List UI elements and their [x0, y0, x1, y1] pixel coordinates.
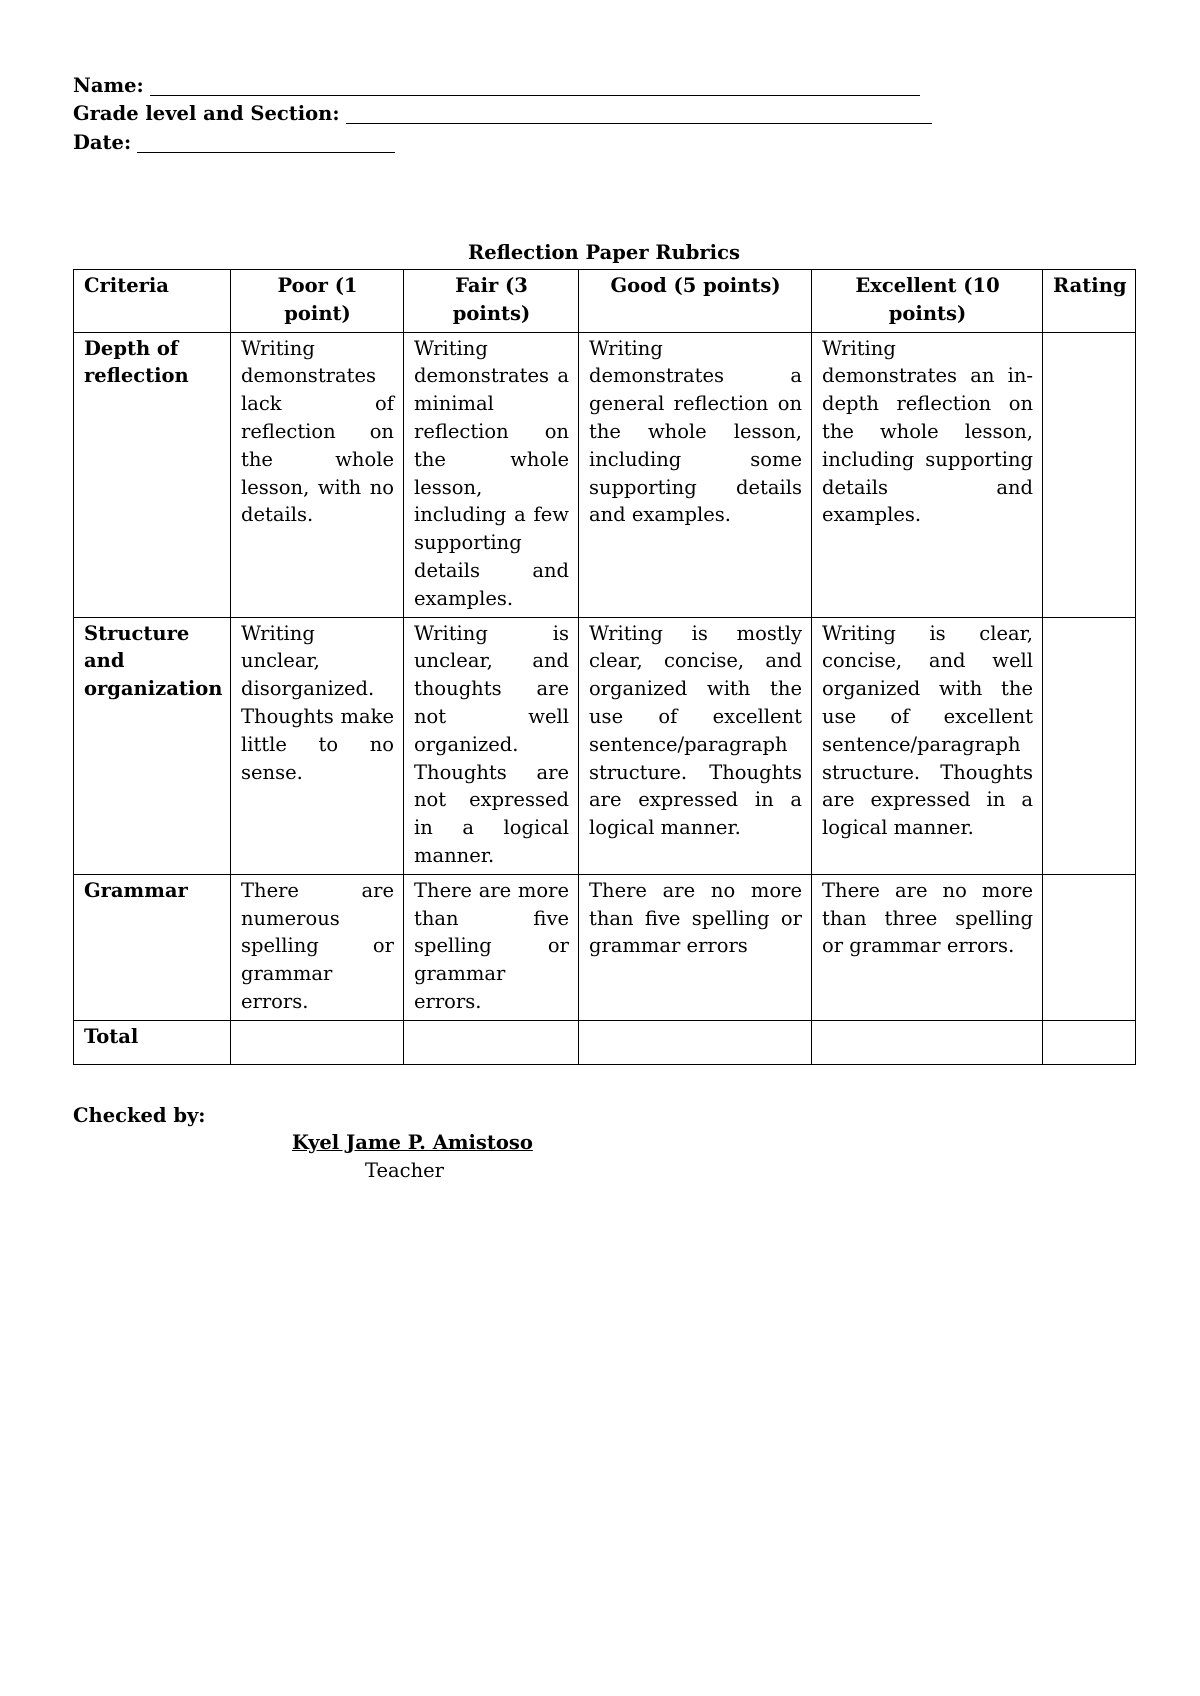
total-row — [74, 1020, 1136, 1064]
column-header-excellent: Excellent (10 points) — [812, 270, 1043, 333]
rating-cell[interactable] — [1043, 874, 1136, 1020]
poor-descriptor: Writing unclear, disorganized. Thoughts make little to no sense. — [231, 617, 404, 874]
table-row — [74, 332, 1136, 617]
criterion-cell: Structure and organization — [74, 617, 231, 874]
total-excellent-cell[interactable] — [812, 1020, 1043, 1064]
excellent-descriptor: Writing is clear, concise, and well organized with the use of excellent sentence/paragraph structure. Thoughts are expressed in a logical manner. — [812, 617, 1043, 874]
total-label: Total — [74, 1020, 231, 1064]
poor-descriptor: There are numerous spelling or grammar errors. — [231, 874, 404, 1020]
column-header-good: Good (5 points) — [579, 270, 812, 333]
rating-cell[interactable] — [1043, 617, 1136, 874]
date-label: Date: — [73, 131, 132, 154]
fair-descriptor: There are more than five spelling or grammar errors. — [404, 874, 579, 1020]
rubric-table — [73, 269, 1136, 1065]
excellent-descriptor: There are no more than three spelling or grammar errors. — [812, 874, 1043, 1020]
date-blank-line[interactable] — [137, 151, 395, 153]
good-descriptor: There are no more than five spelling or grammar errors — [579, 874, 812, 1020]
rating-cell[interactable] — [1043, 332, 1136, 617]
date-field — [73, 133, 395, 153]
table-row — [74, 874, 1136, 1020]
criterion-cell: Depth of reflection — [74, 332, 231, 617]
rubric-title: Reflection Paper Rubrics — [468, 241, 740, 264]
grade-section-blank-line[interactable] — [346, 122, 932, 124]
column-header-rating: Rating — [1043, 270, 1136, 333]
total-fair-cell[interactable] — [404, 1020, 579, 1064]
grade-section-label: Grade level and Section: — [73, 102, 340, 125]
table-header-row — [74, 270, 1136, 333]
table-row — [74, 617, 1136, 874]
column-header-criteria: Criteria — [74, 270, 231, 333]
grade-section-field — [73, 104, 932, 124]
name-label: Name: — [73, 74, 144, 97]
fair-descriptor: Writing demonstrates a minimal reflection on the whole lesson, including a few supporting details and examples. — [404, 332, 579, 617]
poor-descriptor: Writing demonstrates lack of reflection on the whole lesson, with no details. — [231, 332, 404, 617]
column-header-fair: Fair (3 points) — [404, 270, 579, 333]
fair-descriptor: Writing is unclear, and thoughts are not well organized. Thoughts are not expressed in a logical manner. — [404, 617, 579, 874]
total-poor-cell[interactable] — [231, 1020, 404, 1064]
checked-by-label: Checked by: — [73, 1104, 206, 1127]
criterion-cell: Grammar — [74, 874, 231, 1020]
teacher-name: Kyel Jame P. Amistoso — [292, 1131, 533, 1154]
name-blank-line[interactable] — [150, 94, 920, 96]
total-good-cell[interactable] — [579, 1020, 812, 1064]
good-descriptor: Writing is mostly clear, concise, and organized with the use of excellent sentence/paragraph structure. Thoughts are expressed in a logical manner. — [579, 617, 812, 874]
column-header-poor: Poor (1 point) — [231, 270, 404, 333]
total-rating-cell[interactable] — [1043, 1020, 1136, 1064]
good-descriptor: Writing demonstrates a general reflection on the whole lesson, including some supporting details and examples. — [579, 332, 812, 617]
excellent-descriptor: Writing demonstrates an in-depth reflection on the whole lesson, including supporting details and examples. — [812, 332, 1043, 617]
teacher-role: Teacher — [365, 1159, 444, 1182]
name-field — [73, 76, 920, 96]
